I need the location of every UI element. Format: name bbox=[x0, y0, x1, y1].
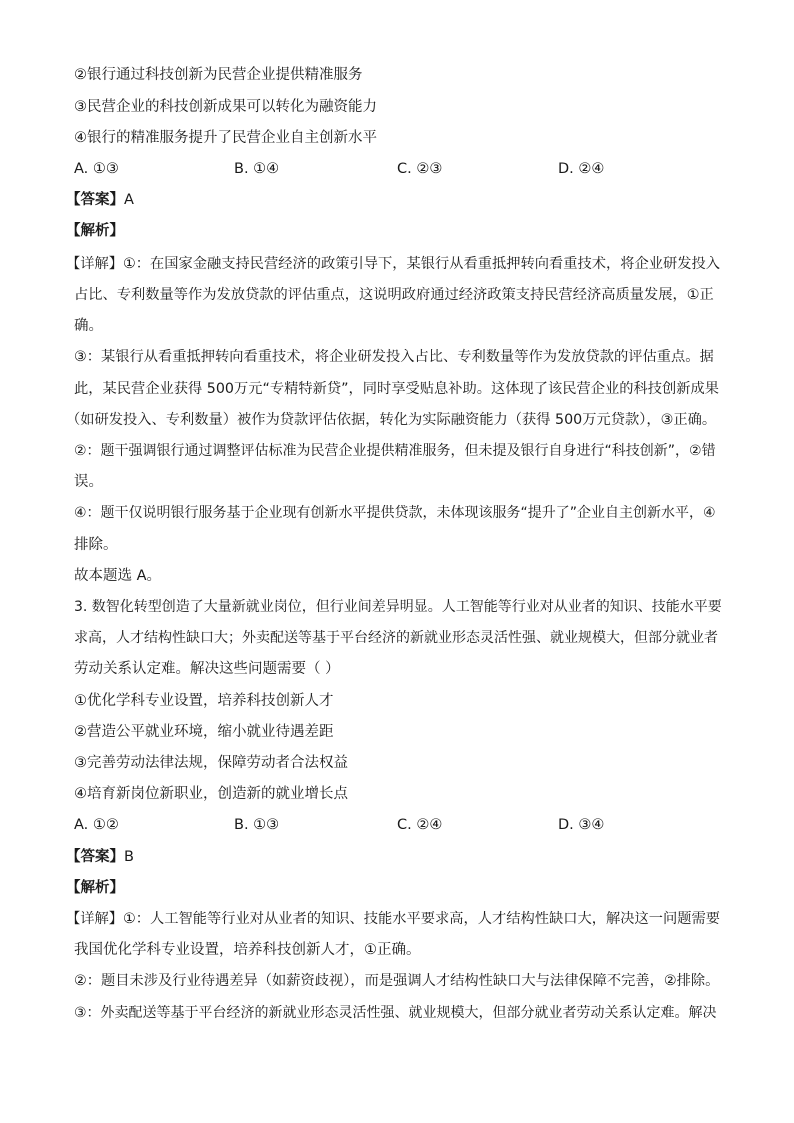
q2-detail-line-2: 占比、专利数量等作为发放贷款的评估重点，这说明政府通过经济政策支持民营经济高质量发展，①正 bbox=[74, 287, 714, 303]
q3-stem-line-1: 3. 数智化转型创造了大量新就业岗位，但行业间差异明显。人工智能等行业对从业者的知识、技能水平要 bbox=[74, 599, 722, 615]
q3-option-a: A. ①② bbox=[74, 817, 119, 833]
q2-detail-line-5: 此，某民营企业获得 500万元“专精特新贷”，同时享受贴息补助。这体现了该民营企业的科技创新成果 bbox=[74, 381, 719, 397]
q2-option-a: A. ①③ bbox=[74, 161, 119, 177]
q3-stem-line-3: 劳动关系认定难。解决这些问题需要（ ） bbox=[74, 661, 340, 677]
q3-detail-line-1: 【详解】①：人工智能等行业对从业者的知识、技能水平要求高，人才结构性缺口大，解决这一问题需要 bbox=[66, 911, 721, 927]
q3-detail-line-3: ②：题目未涉及行业待遇差异（如薪资歧视），而是强调人才结构性缺口大与法律保障不完善，②排除。 bbox=[74, 973, 720, 989]
q2-conclusion: 故本题选 A。 bbox=[74, 568, 162, 584]
q2-option-c: C. ②③ bbox=[397, 161, 443, 177]
q2-statement-3: ③民营企业的科技创新成果可以转化为融资能力 bbox=[74, 99, 377, 115]
q2-detail-line-8: 误。 bbox=[74, 474, 103, 490]
q2-detail-line-4: ③：某银行从看重抵押转向看重技术，将企业研发投入占比、专利数量等作为发放贷款的评估重点。据 bbox=[74, 349, 714, 365]
q3-answer bbox=[66, 846, 724, 868]
q2-answer-label: 【答案】 bbox=[66, 192, 124, 208]
q2-detail-line-6: （如研发投入、专利数量）被作为贷款评估依据，转化为实际融资能力（获得 500万元贷款），③正确。 bbox=[66, 412, 717, 428]
q3-answer-label: 【答案】 bbox=[66, 849, 124, 865]
q3-statement-4: ④培育新岗位新职业，创造新的就业增长点 bbox=[74, 786, 348, 802]
q2-detail-line-7: ②：题干强调银行通过调整评估标准为民营企业提供精准服务，但未提及银行自身进行“科技创新”，②错 bbox=[74, 443, 716, 459]
q3-answer-value: B bbox=[124, 849, 134, 865]
q3-statement-1: ①优化学科专业设置，培养科技创新人才 bbox=[74, 693, 334, 709]
q2-detail-line-1: 【详解】①：在国家金融支持民营经济的政策引导下，某银行从看重抵押转向看重技术，将企业研发投入 bbox=[66, 256, 721, 272]
q2-options bbox=[74, 158, 724, 180]
q2-statement-4: ④银行的精准服务提升了民营企业自主创新水平 bbox=[74, 130, 377, 146]
q3-option-b: B. ①③ bbox=[234, 817, 280, 833]
q3-statement-3: ③完善劳动法律法规，保障劳动者合法权益 bbox=[74, 755, 348, 771]
q2-detail-line-10: 排除。 bbox=[74, 537, 118, 553]
q2-answer bbox=[66, 189, 724, 211]
q2-detail-line-3: 确。 bbox=[74, 318, 103, 334]
q3-options bbox=[74, 814, 724, 836]
q3-detail-line-4: ③：外卖配送等基于平台经济的新就业形态灵活性强、就业规模大，但部分就业者劳动关系认定难。解决 bbox=[74, 1005, 717, 1021]
q3-option-c: C. ②④ bbox=[397, 817, 443, 833]
q2-answer-value: A bbox=[124, 192, 134, 208]
q3-detail-line-2: 我国优化学科专业设置，培养科技创新人才，①正确。 bbox=[74, 942, 421, 958]
q2-statement-2: ②银行通过科技创新为民营企业提供精准服务 bbox=[74, 67, 363, 83]
q2-option-d: D. ②④ bbox=[558, 161, 605, 177]
q3-stem-line-2: 求高，人才结构性缺口大；外卖配送等基于平台经济的新就业形态灵活性强、就业规模大，但部分就业者 bbox=[74, 630, 718, 646]
q3-analysis-label: 【解析】 bbox=[66, 880, 124, 896]
q2-analysis-label: 【解析】 bbox=[66, 223, 124, 239]
q2-detail-line-9: ④：题干仅说明银行服务基于企业现有创新水平提供贷款，未体现该服务“提升了”企业自主创新水平，④ bbox=[74, 505, 716, 521]
q3-option-d: D. ③④ bbox=[558, 817, 605, 833]
q3-statement-2: ②营造公平就业环境，缩小就业待遇差距 bbox=[74, 724, 334, 740]
q2-option-b: B. ①④ bbox=[234, 161, 280, 177]
